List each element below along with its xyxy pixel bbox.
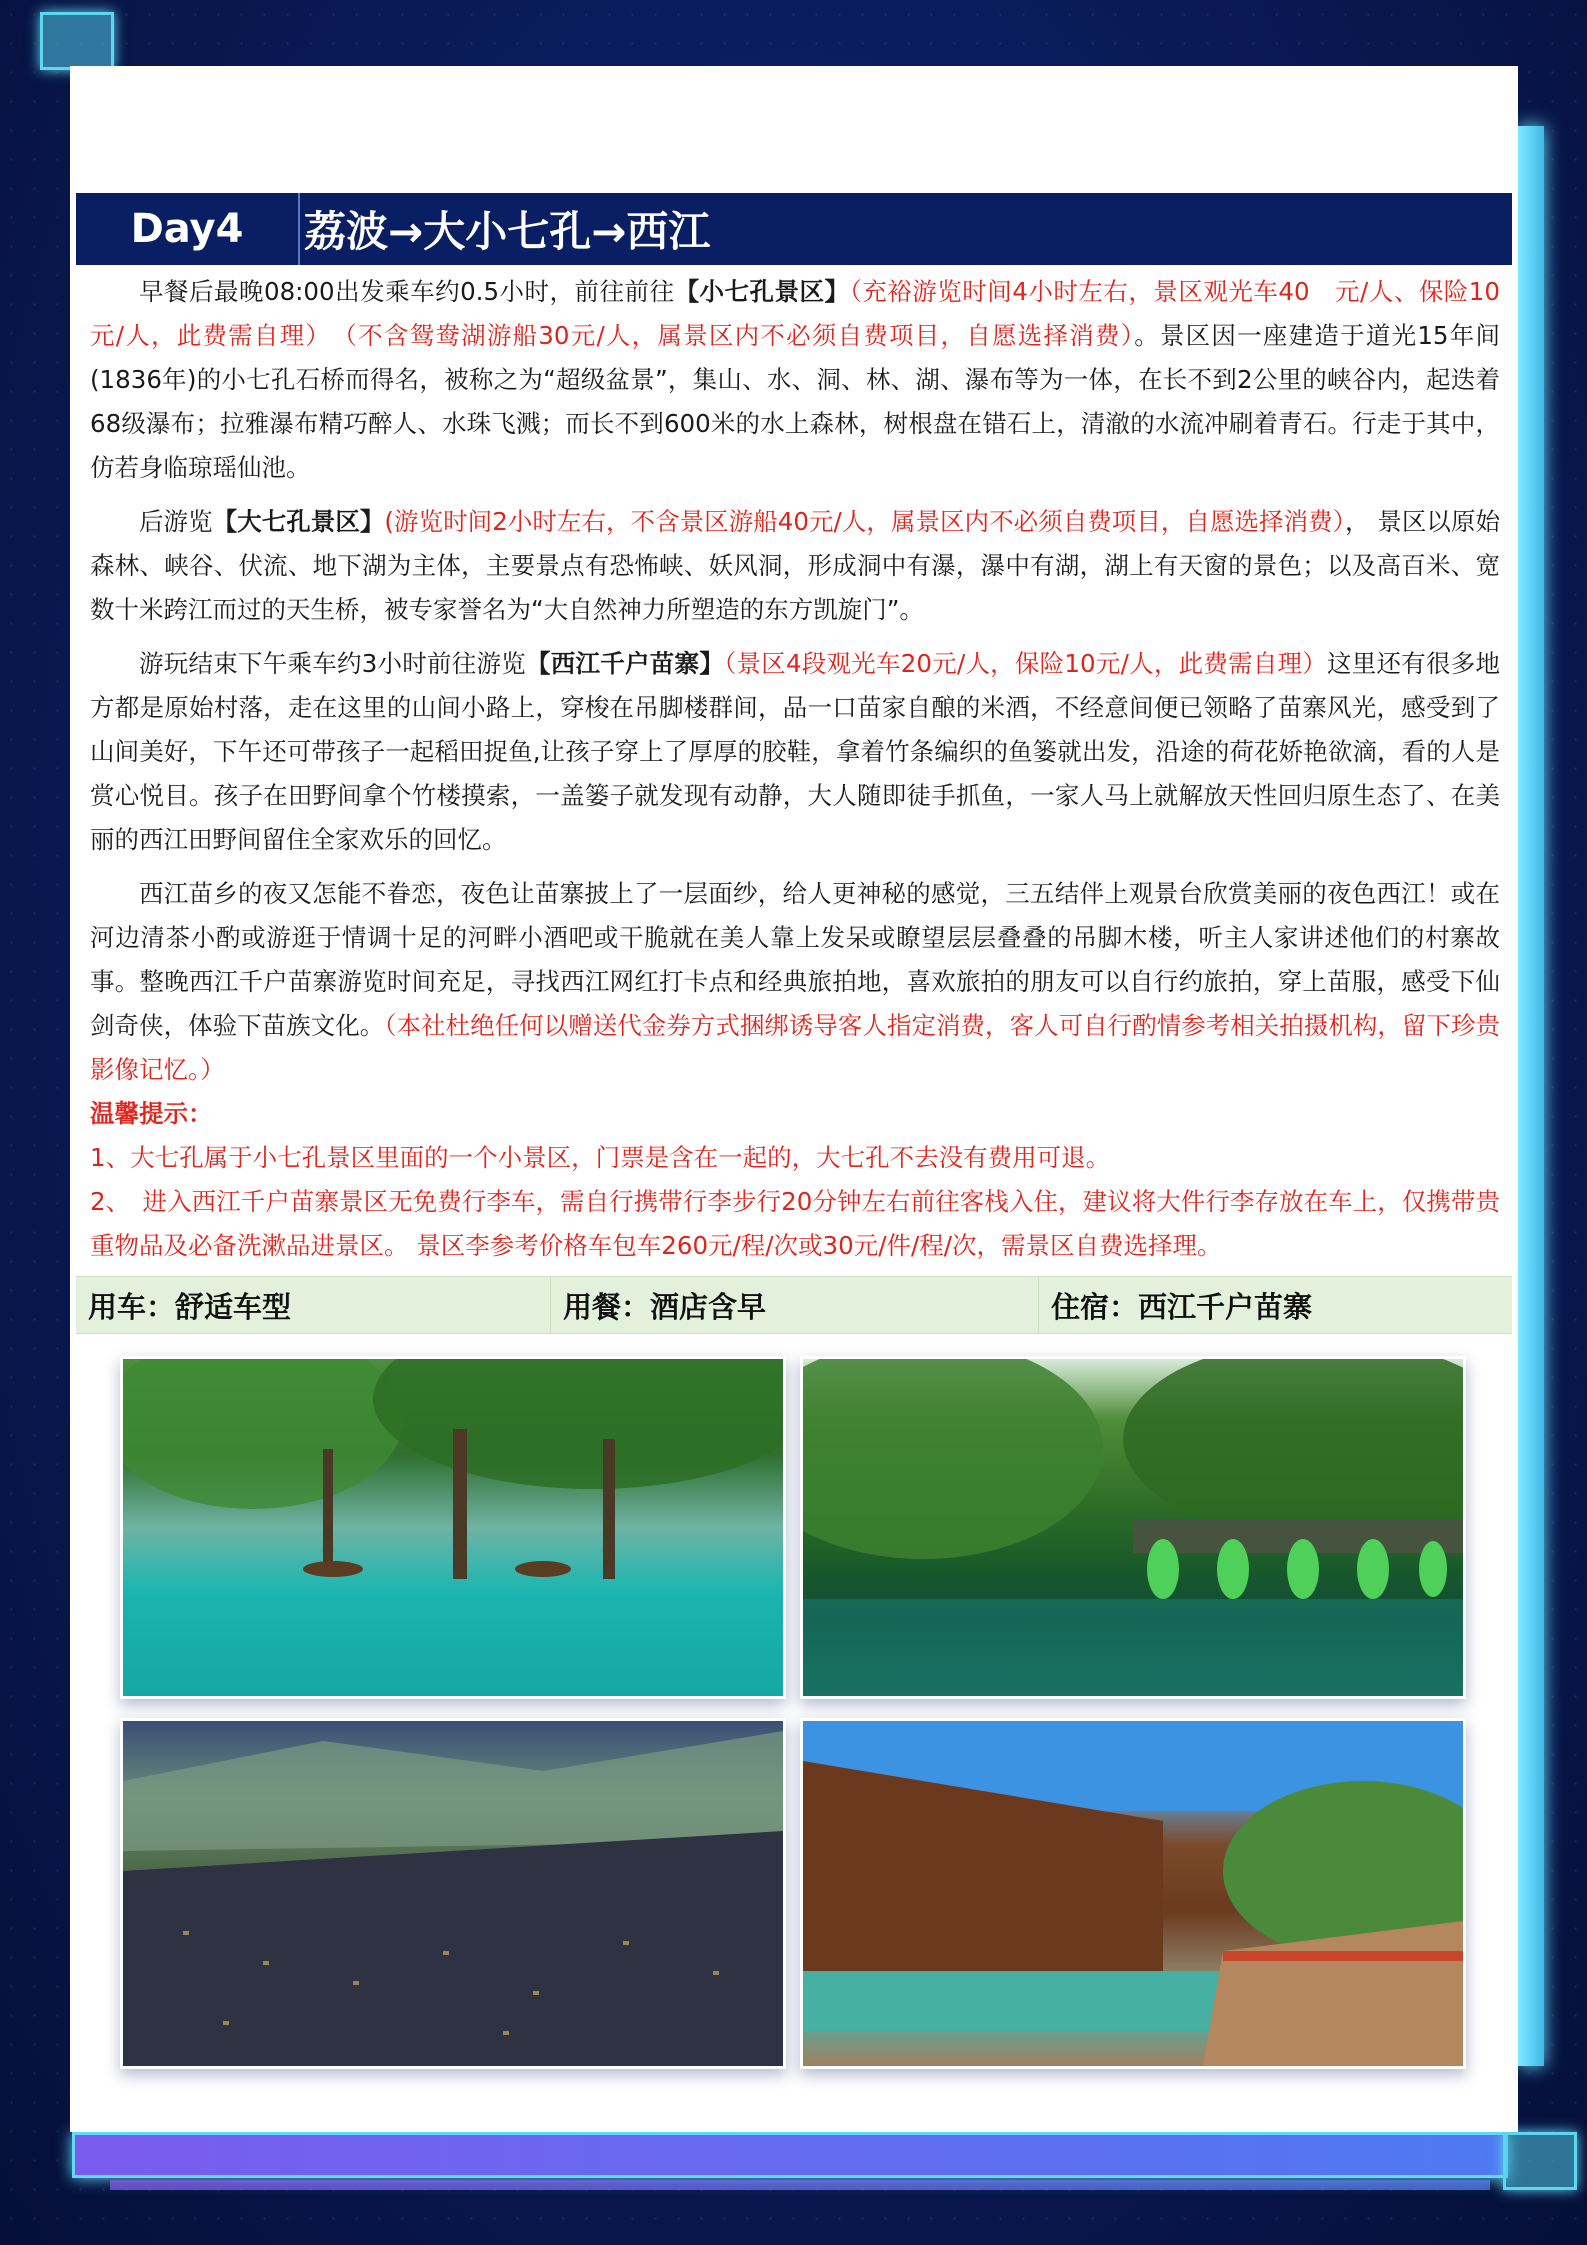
miao-village-night-photo: [120, 1718, 786, 2069]
scenic-name: 【大七孔景区】: [212, 507, 385, 536]
text: 。景区因一座建造于道光15年间(1836年)的小七孔石桥而得名，被称之为“超级盆景”，集山、水、洞、林、湖、瀑布等为一体，在长不到2公里的峡谷内，起迭着68级瀑布；拉雅瀑布精巧醉人、水珠飞溅；而长不到600米的水上森林，树根盘在错石上，清澈的水流冲刷着青石。行走于其中，仿若身临琼瑶仙池。: [90, 321, 1500, 482]
tip-item-1: 1、大七孔属于小七孔景区里面的一个小景区，门票是含在一起的，大七孔不去没有费用可退。: [90, 1143, 1111, 1172]
decor-glow-bar-bottom: [72, 2132, 1508, 2178]
decor-glow-strip-bottom: [110, 2180, 1490, 2190]
scenic-name: 【小七孔景区】: [674, 277, 850, 306]
stone-bridge-photo: [800, 1356, 1466, 1699]
riverside-stilt-houses-photo: [800, 1718, 1466, 2069]
service-info-row: [76, 1276, 1512, 1334]
fee-note: （景区4段观光车20元/人，保险10元/人，此费需自理）: [723, 649, 1328, 678]
meal-info: 用餐：酒店含早: [551, 1277, 1039, 1333]
text: 后游览: [139, 507, 213, 536]
lake-boats-photo: [120, 1356, 786, 1699]
vehicle-info: 用车：舒适车型: [76, 1277, 551, 1333]
disclaimer-note: （本社杜绝任何以赠送代金券方式捆绑诱导客人指定消费，客人可自行酌情参考相关拍摄机构，留下珍贵影像记忆。）: [90, 1011, 1500, 1084]
tips-title: 温馨提示：: [90, 1099, 213, 1128]
fee-note: (游览时间2小时左右，不含景区游船40元/人，属景区内不必须自费项目，自愿选择消费）: [384, 507, 1345, 536]
text: 早餐后最晚08:00出发乘车约0.5小时，前往前往: [139, 277, 675, 306]
itinerary-page: [70, 66, 1518, 2132]
paragraph-daqikong: [90, 500, 1500, 632]
text: ， 景区以原始森林、峡谷、伏流、地下湖为主体，主要景点有恐怖峡、妖风洞，形成洞中有瀑，瀑中有湖，湖上有天窗的景色；以及高百米、宽数十米跨江而过的天生桥，被专家誉名为“大自然神力所塑造的东方凯旋门”。: [90, 507, 1500, 624]
decor-glow-bar-right: [1518, 126, 1544, 2066]
day-number: Day4: [76, 193, 300, 265]
text: 这里还有很多地方都是原始村落，走在这里的山间小路上，穿梭在吊脚楼群间，品一口苗家自酿的米酒，不经意间便已领略了苗寨风光，感受到了山间美好，下午还可带孩子一起稻田捉鱼,让孩子穿上了厚厚的胶鞋，拿着竹条编织的鱼篓就出发，沿途的荷花娇艳欲滴，看的人是赏心悦目。孩子在田野间拿个竹楼摸索，一盖篓子就发现有动静，大人随即徒手抓鱼，一家人马上就解放天性回归原生态了、在美丽的西江田野间留住全家欢乐的回忆。: [90, 649, 1501, 854]
lodging-info: 住宿：西江千户苗寨: [1051, 1289, 1313, 1324]
tip-item-2: 2、 进入西江千户苗寨景区无免费行李车，需自行携带行李步行20分钟左右前往客栈入住，建议将大件行李存放在车上，仅携带贵重物品及必备洗漱品进景区。 景区李参考价格车包车260元/程/次或30元/件/程/次，需景区自费选择理。: [90, 1187, 1500, 1260]
decor-square-bottom-right: [1503, 2132, 1577, 2190]
paragraph-xijiang-night: [90, 872, 1500, 1092]
fee-note: （充裕游览时间4小时左右，景区观光车40 元/人、保险10元/人，此费需自理） （不含鸳鸯湖游船30元/人，属景区内不必须自费项目，自愿选择消费）: [90, 277, 1500, 350]
scenic-name: 【西江千户苗寨】: [526, 649, 724, 678]
text: 游玩结束下午乘车约3小时前往游览: [139, 649, 527, 678]
day-header: [76, 193, 1512, 265]
text: 西江苗乡的夜又怎能不眷恋，夜色让苗寨披上了一层面纱，给人更神秘的感觉，三五结伴上观景台欣赏美丽的夜色西江！或在河边清茶小酌或游逛于情调十足的河畔小酒吧或干脆就在美人靠上发呆或瞭望层层叠叠的吊脚木楼，听主人家讲述他们的村寨故事。整晚西江千户苗寨游览时间充足，寻找西江网红打卡点和经典旅拍地，喜欢旅拍的朋友可以自行约旅拍，穿上苗服，感受下仙剑奇侠，体验下苗族文化。: [90, 879, 1500, 1040]
paragraph-xiaoqikong: [90, 270, 1500, 490]
day-route: 荔波→大小七孔→西江: [304, 207, 711, 256]
decor-square-top-left: [40, 12, 114, 70]
itinerary-body: [90, 270, 1500, 1268]
paragraph-xijiang: [90, 642, 1500, 862]
